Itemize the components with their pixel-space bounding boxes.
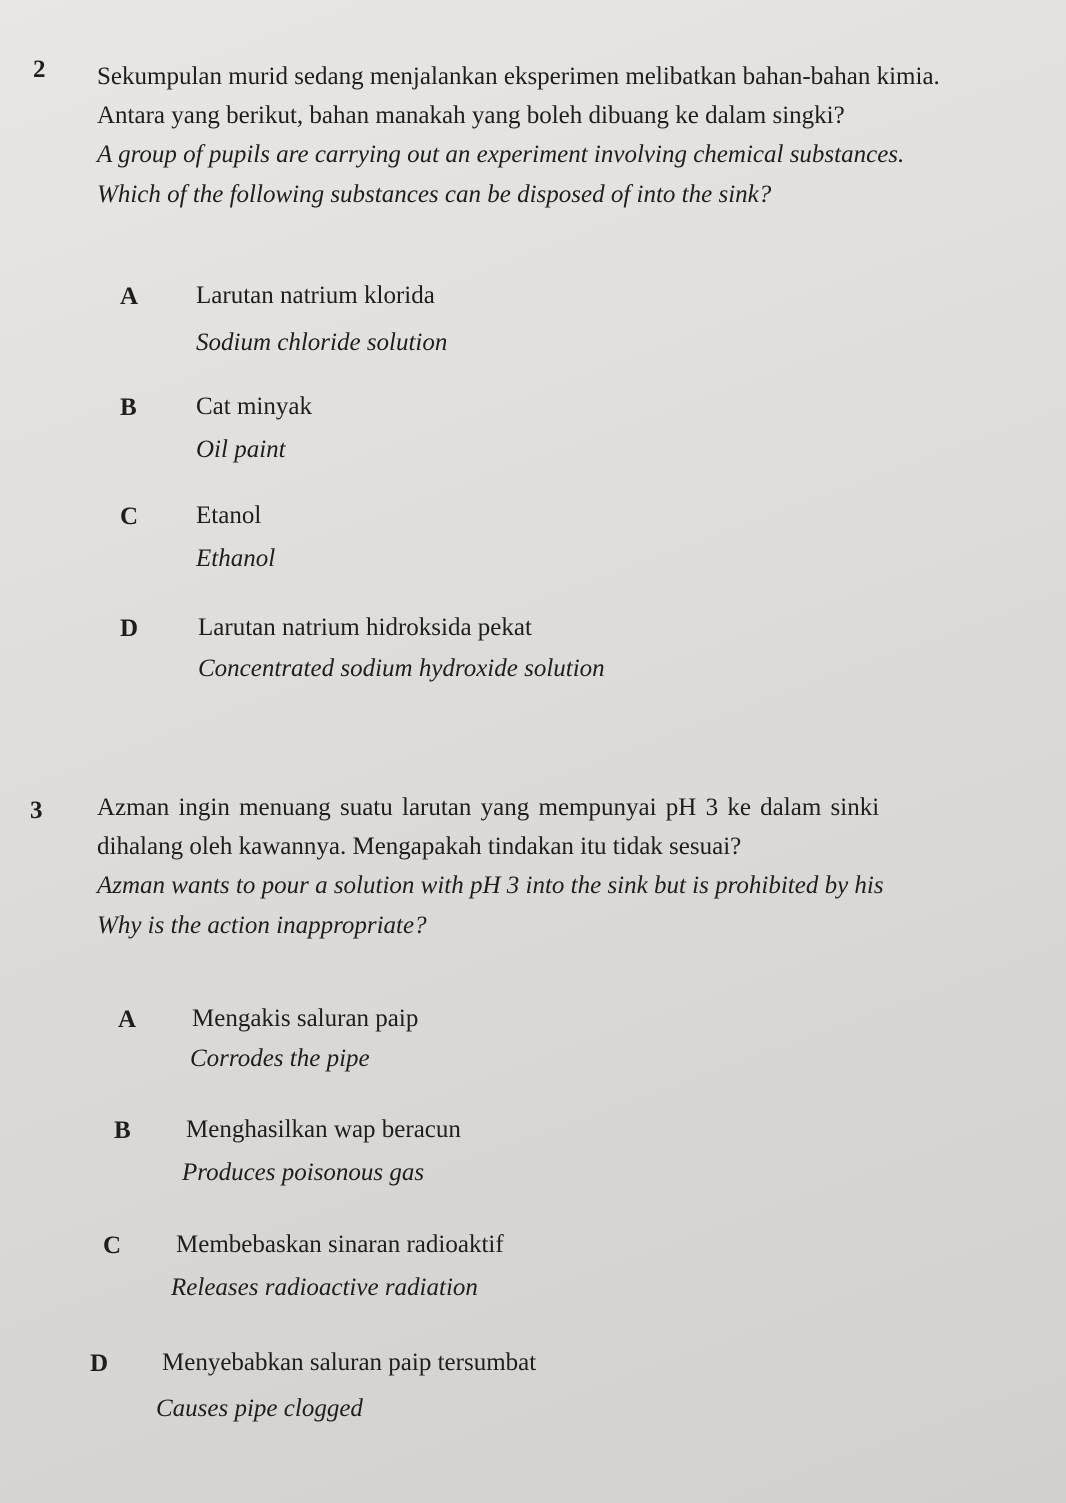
question-stem-en: Azman wants to pour a solution with pH 3 into the sink but is prohibited by his — [97, 872, 884, 899]
option-text-en: Ethanol — [196, 545, 276, 572]
option-letter: B — [114, 1117, 131, 1144]
option-letter: A — [120, 283, 139, 310]
question-stem-ms: dihalang oleh kawannya. Mengapakah tindakan itu tidak sesuai? — [97, 833, 742, 860]
option-text-ms: Etanol — [196, 502, 262, 529]
question-stem-ms: Azman ingin menuang suatu larutan yang mempunyai pH 3 ke dalam sinki — [97, 794, 880, 821]
question-stem-en: Which of the following substances can be disposed of into the sink? — [97, 181, 772, 208]
option-text-ms: Larutan natrium klorida — [196, 282, 435, 309]
option-text-ms: Cat minyak — [196, 393, 312, 420]
option-letter: A — [118, 1006, 137, 1033]
option-text-en: Releases radioactive radiation — [171, 1274, 478, 1301]
question-stem-en: Why is the action inappropriate? — [97, 912, 427, 939]
option-letter: D — [120, 615, 139, 642]
question-number: 2 — [33, 56, 46, 83]
option-text-en: Sodium chloride solution — [196, 329, 448, 356]
option-text-en: Produces poisonous gas — [182, 1159, 425, 1186]
question-stem-ms: Antara yang berikut, bahan manakah yang boleh dibuang ke dalam singki? — [97, 102, 845, 129]
option-text-en: Causes pipe clogged — [156, 1395, 363, 1422]
option-letter: B — [120, 394, 137, 421]
question-stem-ms: Sekumpulan murid sedang menjalankan eksperimen melibatkan bahan-bahan kimia. — [97, 63, 940, 90]
question-number: 3 — [30, 797, 43, 824]
option-text-en: Corrodes the pipe — [190, 1045, 370, 1072]
option-text-ms: Menyebabkan saluran paip tersumbat — [162, 1349, 537, 1376]
option-text-ms: Menghasilkan wap beracun — [186, 1116, 461, 1143]
option-text-ms: Mengakis saluran paip — [192, 1005, 419, 1032]
question-stem-en: A group of pupils are carrying out an experiment involving chemical substances. — [97, 141, 905, 168]
option-text-en: Oil paint — [196, 436, 286, 463]
option-letter: D — [90, 1350, 109, 1377]
option-text-en: Concentrated sodium hydroxide solution — [198, 655, 605, 682]
option-text-ms: Larutan natrium hidroksida pekat — [198, 614, 532, 641]
option-text-ms: Membebaskan sinaran radioaktif — [176, 1231, 504, 1258]
option-letter: C — [103, 1232, 122, 1259]
option-letter: C — [120, 503, 139, 530]
